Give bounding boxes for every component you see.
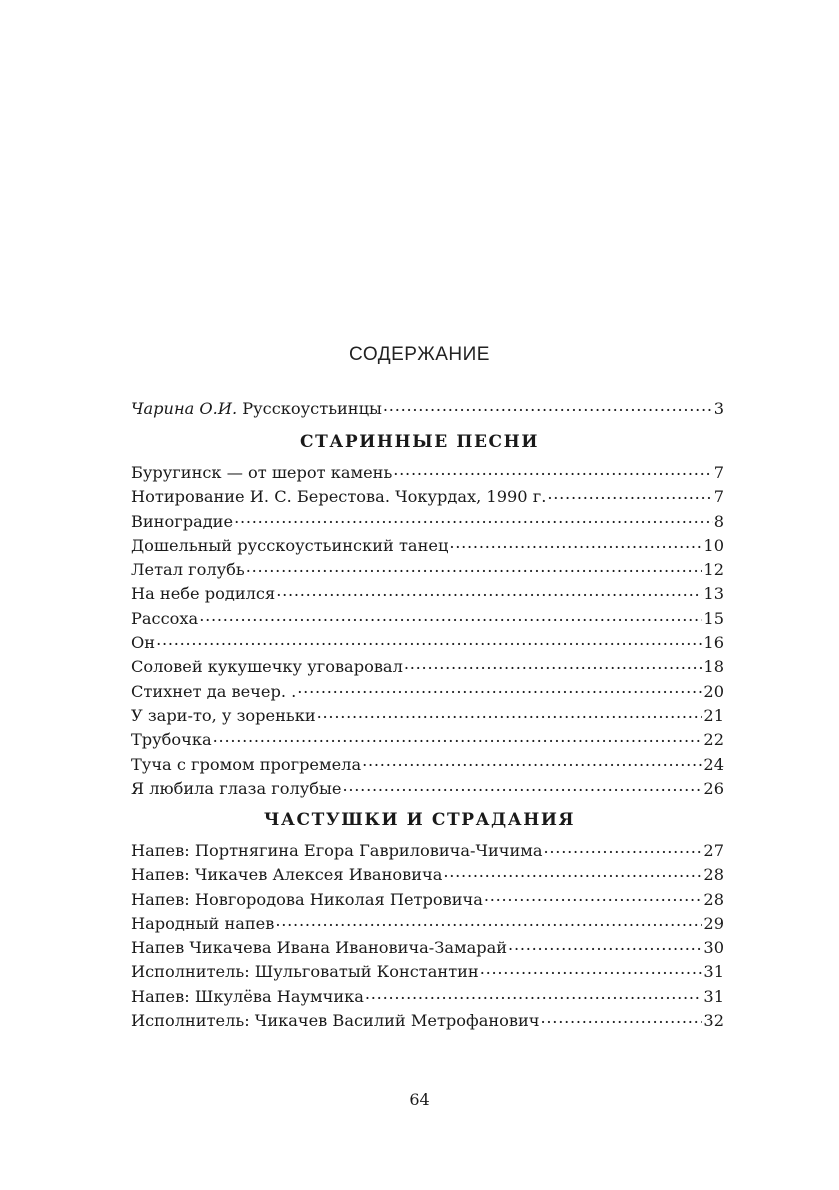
toc-entry [131, 704, 724, 728]
toc-entry [131, 936, 724, 960]
toc-entry-title: Напев: Портнягина Егора Гавриловича-Чичима [131, 841, 543, 860]
toc-entry [131, 985, 724, 1009]
toc-entry-title: Напев Чикачева Ивана Ивановича-Замарай [131, 938, 508, 958]
toc-entry-title: У зари-то, у зореньки [131, 705, 316, 725]
toc-section-chastushki [131, 839, 724, 1033]
toc-entry-title: Летал голубь [131, 560, 245, 580]
dot-leader [246, 559, 703, 575]
dot-leader [343, 778, 703, 794]
dot-leader [393, 462, 712, 478]
toc-entry-title: Стихнет да вечер. . [131, 681, 297, 701]
dot-leader [156, 632, 702, 648]
toc-entry-title: Дошельный русскоустьинский танец [131, 535, 449, 555]
toc-entry [131, 728, 724, 752]
toc-entry-title [131, 397, 382, 421]
toc-entry-title: Напев: Шкулёва Наумчика [131, 986, 364, 1006]
toc-entry-title: Соловей кукушечку уговаровал [131, 657, 403, 677]
toc-entry-title: Он [131, 633, 156, 653]
toc-entry-title: Рассоха [131, 608, 199, 628]
dot-leader [213, 729, 703, 745]
toc-entry-page: 32 [703, 1011, 724, 1031]
toc-entry-title-text: Русскоустьинцы [242, 399, 382, 418]
toc-entry-title: Трубочка [131, 730, 212, 750]
toc-entry [131, 558, 724, 582]
dot-leader [547, 486, 712, 502]
toc-entry [131, 461, 724, 485]
toc-entry [131, 1009, 724, 1033]
toc-entry [131, 631, 724, 655]
toc-entry-page: 10 [703, 535, 724, 555]
toc-entry-page: 3 [713, 399, 724, 418]
toc-entry-page: 12 [703, 560, 724, 580]
toc-entry-page: 24 [703, 754, 724, 774]
toc-entry-title: Напев: Новгородова Николая Петровича [131, 889, 483, 909]
toc-entry-author: Чарина О.И. [131, 399, 238, 418]
toc-entry [131, 510, 724, 534]
toc-entry [131, 397, 724, 421]
toc-entry-title: Народный напев [131, 913, 275, 933]
toc-entry-page: 31 [703, 986, 724, 1006]
toc-entry [131, 485, 724, 509]
dot-leader [544, 840, 703, 856]
toc-entry-page: 30 [703, 938, 724, 958]
toc-entry-title: Исполнитель: Шульговатый Константин [131, 962, 479, 982]
dot-leader [297, 680, 702, 696]
dot-leader [199, 608, 702, 624]
toc-entry [131, 888, 724, 912]
dot-leader [276, 583, 702, 599]
toc-entry-page: 16 [703, 633, 724, 653]
dot-leader [234, 510, 713, 526]
toc-entry [131, 839, 724, 863]
page-number: 64 [409, 1090, 430, 1109]
toc-entry-page: 31 [703, 962, 724, 982]
section-heading-old-songs: СТАРИННЫЕ ПЕСНИ [300, 432, 539, 452]
toc-entry-title: Туча с громом прогремела [131, 754, 362, 774]
toc-entry-page: 20 [703, 681, 724, 701]
toc-entry-page: 18 [703, 657, 724, 677]
dot-leader [508, 937, 702, 953]
dot-leader [365, 986, 703, 1002]
toc-entry-page: 26 [703, 778, 724, 798]
toc-entry-title: Я любила глаза голубые [131, 778, 342, 798]
toc-entry [131, 960, 724, 984]
dot-leader [480, 961, 703, 977]
toc-entry-title: Напев: Чикачев Алексея Ивановича [131, 865, 443, 885]
dot-leader [404, 656, 703, 672]
toc-entry [131, 863, 724, 887]
dot-leader [541, 1010, 703, 1026]
dot-leader [449, 535, 702, 551]
toc-section-old-songs [131, 461, 724, 801]
toc-entry-page: 8 [713, 511, 724, 531]
toc-entry-page: 21 [703, 705, 724, 725]
dot-leader [443, 864, 702, 880]
toc-entry-page: 7 [713, 463, 724, 482]
toc-entry-page: 28 [703, 889, 724, 909]
toc-entry [131, 912, 724, 936]
toc-entry [131, 655, 724, 679]
section-heading-chastushki: ЧАСТУШКИ И СТРАДАНИЯ [263, 810, 576, 830]
toc-entry-page: 7 [713, 487, 724, 507]
toc-entry-title: Буругинск — от шерот камень [131, 463, 393, 482]
toc-entry-page: 22 [703, 730, 724, 750]
dot-leader [317, 705, 703, 721]
toc-entry [131, 534, 724, 558]
toc-entry-title: Виноградие [131, 511, 234, 531]
dot-leader [383, 398, 713, 414]
toc-entry [131, 607, 724, 631]
toc-entry [131, 753, 724, 777]
toc-entry-title: Исполнитель: Чикачев Василий Метрофанович [131, 1011, 540, 1031]
toc-entry-page: 29 [703, 913, 724, 933]
toc-entry [131, 582, 724, 606]
toc-entry [131, 680, 724, 704]
toc-entry [131, 777, 724, 801]
toc-entry-page: 13 [703, 584, 724, 604]
toc-entry-title: На небе родился [131, 584, 276, 604]
page-title: СОДЕРЖАНИЕ [349, 344, 490, 365]
toc-entry-title: Нотирование И. С. Берестова. Чокурдах, 1990 г. [131, 487, 547, 507]
toc-entry-page: 28 [703, 865, 724, 885]
dot-leader [484, 888, 703, 904]
toc-intro [131, 397, 724, 421]
dot-leader [275, 913, 702, 929]
toc-entry-page: 27 [703, 841, 724, 860]
toc-entry-page: 15 [703, 608, 724, 628]
dot-leader [362, 753, 702, 769]
